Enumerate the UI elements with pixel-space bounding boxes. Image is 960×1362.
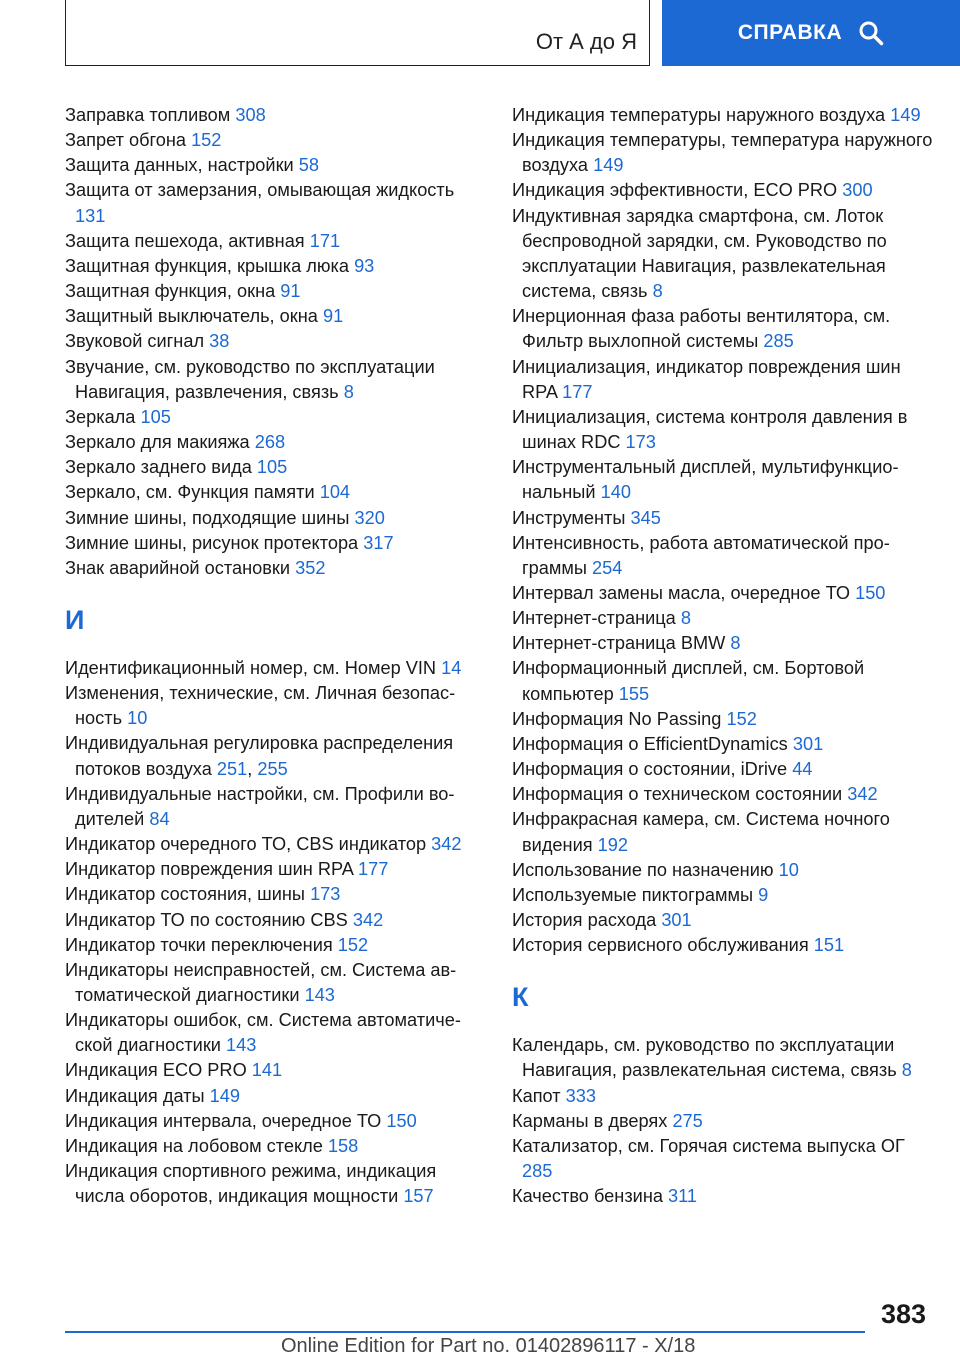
page-link[interactable]: 333 xyxy=(565,1085,597,1106)
index-entry-text: Индикация эффективности, ECO PRO xyxy=(512,180,838,201)
index-entry-text: Защита от замерзания, омывающая жидкость xyxy=(65,180,455,201)
index-entry xyxy=(512,1134,937,1184)
index-entry xyxy=(65,782,485,832)
index-entry-text: Защита данных, настройки xyxy=(65,155,294,176)
index-entry-text: Капот xyxy=(512,1085,561,1106)
page-link[interactable]: 285 xyxy=(763,331,794,352)
page-link[interactable]: 91 xyxy=(322,306,344,327)
index-entry xyxy=(65,279,485,304)
index-entry xyxy=(65,103,485,128)
index-entry-text: Индикация температуры, температура наружного воздуха xyxy=(512,130,933,176)
index-entry xyxy=(65,531,485,556)
index-entry xyxy=(512,128,937,178)
page-number: 383 xyxy=(880,1299,926,1329)
page-link[interactable]: 342 xyxy=(431,834,462,855)
index-entry xyxy=(512,757,937,782)
index-entry-text: Индуктивная зарядка смартфона, см. Лоток беспроводной зарядки, см. Руководство по эксплуатации Навигация, развлекательная система, связь xyxy=(512,205,887,302)
index-entry xyxy=(65,455,485,480)
page-link[interactable]: 152 xyxy=(191,130,222,151)
index-entry xyxy=(65,229,485,254)
page-link[interactable]: 8 xyxy=(680,608,691,629)
page-link[interactable]: 301 xyxy=(792,733,824,754)
index-entry xyxy=(65,254,485,279)
footer-edition-text: Online Edition for Part no. 01402896117 - X/18 xyxy=(281,1335,696,1357)
index-entry-text: Индикатор состояния, шины xyxy=(65,884,305,905)
index-entry xyxy=(512,531,937,581)
section-header-box xyxy=(65,0,650,66)
index-entry-text: История расхода xyxy=(512,910,657,930)
index-entry-text: Карманы в дверях xyxy=(512,1110,668,1131)
index-entry-text: Зимние шины, рисунок протектора xyxy=(65,532,359,553)
page-link[interactable]: 8 xyxy=(730,633,741,654)
index-entry-text: Информация о техническом состоянии xyxy=(512,784,843,805)
help-search-button[interactable] xyxy=(662,0,960,66)
index-entry-text: Защитная функция, окна xyxy=(65,281,276,302)
index-entry xyxy=(512,1084,937,1109)
index-entry xyxy=(65,430,485,455)
page-link[interactable]: 192 xyxy=(597,834,629,855)
index-entry-text: Знак аварийной остановки xyxy=(65,557,291,578)
index-entry xyxy=(512,1033,937,1083)
page-link[interactable]: 268 xyxy=(254,432,286,453)
index-entry-text: Индикатор очередного ТО, CBS индикатор xyxy=(65,834,427,855)
index-entry-text: Звучание, см. руководство по эксплуатации Навигация, развлечения, связь xyxy=(65,356,435,402)
index-entry-text: Инфракрасная камера, см. Система ночного видения xyxy=(512,809,890,855)
index-entry xyxy=(65,958,485,1008)
index-entry-text: Изменения, технические, см. Личная безопасность xyxy=(65,683,456,729)
index-entry-text: Индикатор ТО по состоянию CBS xyxy=(65,909,348,930)
page-link[interactable]: 14 xyxy=(441,657,462,678)
page-link[interactable]: 104 xyxy=(319,482,351,503)
footer-divider xyxy=(65,1331,865,1333)
index-entry-text: Индикация температуры наружного воздуха xyxy=(512,105,886,125)
page-link[interactable]: 152 xyxy=(337,934,369,955)
page-link[interactable]: 9 xyxy=(758,884,769,905)
index-entry-text: Интернет-страница xyxy=(512,608,676,629)
index-entry-text: Интенсивность, работа автоматической программы xyxy=(512,532,890,578)
index-entry-text: Защитный выключатель, окна xyxy=(65,306,318,327)
index-entry-text: Инерционная фаза работы вентилятора, см. Фильтр выхлопной системы xyxy=(512,306,891,352)
index-entry xyxy=(512,807,937,857)
index-entry-text: Календарь, см. руководство по эксплуатации Навигация, развлекательная система, связь xyxy=(512,1035,897,1081)
index-entry-text: Интернет-страница BMW xyxy=(512,633,726,654)
index-entry xyxy=(65,933,485,958)
index-entry xyxy=(512,103,937,128)
page-link[interactable]: 8 xyxy=(652,281,663,302)
index-entry xyxy=(65,556,485,581)
page-link[interactable]: 84 xyxy=(149,808,170,829)
index-entry xyxy=(512,178,937,203)
page-link[interactable]: 151 xyxy=(813,935,845,956)
page-link[interactable]: 10 xyxy=(778,859,799,880)
index-entry xyxy=(512,606,937,631)
page-link[interactable]: 301 xyxy=(661,910,692,930)
index-entry-text: Индикаторы ошибок, см. Система автоматической диагностики xyxy=(65,1010,461,1056)
index-entry-text: Качество бензина xyxy=(512,1186,663,1207)
index-entry-text: Защитная функция, крышка люка xyxy=(65,255,349,276)
page-link[interactable]: 255 xyxy=(257,758,288,779)
page-link[interactable]: 300 xyxy=(842,180,873,201)
index-entry xyxy=(512,933,937,958)
index-entry xyxy=(512,581,937,606)
index-entry xyxy=(512,732,937,757)
index-entry xyxy=(65,355,485,405)
page-link[interactable]: 143 xyxy=(304,985,335,1005)
index-entry xyxy=(65,153,485,178)
index-entry xyxy=(512,405,937,455)
index-entry xyxy=(65,506,485,531)
index-entry-text: Катализатор, см. Горячая система выпуска ОГ xyxy=(512,1135,905,1156)
index-entry xyxy=(512,858,937,883)
index-entry-text: Защита пешехода, активная xyxy=(65,230,305,251)
section-title: От А до Я xyxy=(535,29,637,54)
page-link[interactable]: 254 xyxy=(592,557,623,578)
page-link[interactable]: 352 xyxy=(295,557,326,578)
index-entry xyxy=(512,883,937,908)
page-link[interactable]: 311 xyxy=(668,1186,698,1207)
index-entry xyxy=(65,1084,485,1109)
index-entry xyxy=(65,908,485,933)
index-entry-text: Используемые пиктограммы xyxy=(512,884,754,905)
page-link[interactable]: 141 xyxy=(251,1060,283,1081)
page-link[interactable]: 44 xyxy=(792,759,813,780)
page-link[interactable]: 149 xyxy=(593,155,624,176)
page-link[interactable]: 173 xyxy=(625,432,656,453)
index-entry-text: Индикация спортивного режима, индикация числа оборотов, индикация мощности xyxy=(65,1161,437,1207)
index-entry-text: Интервал замены масла, очередное ТО xyxy=(512,582,851,603)
index-entry-text: Индикация интервала, очередное ТО xyxy=(65,1110,382,1131)
index-entry xyxy=(65,480,485,505)
index-entry xyxy=(65,1134,485,1159)
index-column-right xyxy=(512,103,937,1209)
index-entry xyxy=(65,128,485,153)
help-button-label: СПРАВКА xyxy=(737,21,843,44)
page-link[interactable]: 105 xyxy=(256,457,288,478)
page-link[interactable]: 171 xyxy=(309,230,341,251)
page-link[interactable]: 275 xyxy=(672,1110,703,1131)
page-link[interactable]: 285 xyxy=(522,1161,553,1182)
index-entry xyxy=(65,405,485,430)
page-link[interactable]: 143 xyxy=(226,1035,257,1056)
index-entry xyxy=(65,1008,485,1058)
page-link[interactable]: 152 xyxy=(726,708,757,729)
index-entry xyxy=(512,707,937,732)
index-entry-text: Информация No Passing xyxy=(512,708,722,729)
index-entry xyxy=(65,882,485,907)
index-entry xyxy=(65,832,485,857)
page-link[interactable]: 8 xyxy=(343,381,354,402)
index-entry-text: Индикатор точки переключения xyxy=(65,934,333,955)
page-link[interactable]: 105 xyxy=(140,406,171,427)
page-link[interactable]: 149 xyxy=(890,105,921,125)
index-entry xyxy=(512,782,937,807)
index-entry-text: Инициализация, индикатор повреждения шин RPA xyxy=(512,356,901,402)
index-entry-text: Инициализация, система контроля давления в шинах RDC xyxy=(512,406,908,453)
page-link[interactable]: 177 xyxy=(357,859,389,880)
search-icon xyxy=(858,20,884,46)
index-entry-text: Зимние шины, подходящие шины xyxy=(65,507,350,528)
index-entry xyxy=(512,455,937,505)
page-link[interactable]: 8 xyxy=(901,1060,912,1081)
index-entry-text: Звуковой сигнал xyxy=(65,331,205,352)
page-link[interactable]: 58 xyxy=(298,155,319,176)
index-entry-text: Запрет обгона xyxy=(65,130,186,151)
index-letter-heading: И xyxy=(65,604,85,635)
index-entry xyxy=(512,908,937,933)
page-link[interactable]: 150 xyxy=(386,1110,417,1131)
page-link[interactable]: 155 xyxy=(618,683,650,704)
index-letter-heading: К xyxy=(512,982,529,1013)
index-entry xyxy=(65,681,485,731)
index-entry xyxy=(65,178,485,228)
page-link[interactable]: 131 xyxy=(75,205,106,226)
index-entry-text: Индивидуальная регулировка распределения потоков воздуха xyxy=(65,733,454,779)
index-entry-text: Индикация ECO PRO xyxy=(65,1060,247,1081)
index-entry xyxy=(65,857,485,882)
index-entry xyxy=(65,1058,485,1083)
index-entry xyxy=(512,506,937,531)
index-entry-text: Инструменты xyxy=(512,507,626,528)
index-entry xyxy=(512,304,937,354)
page-link[interactable]: 93 xyxy=(354,255,375,276)
index-entry xyxy=(65,304,485,329)
index-entry-text: Зеркало для макияжа xyxy=(65,432,250,453)
index-entry-text: Индикация на лобовом стекле xyxy=(65,1135,323,1156)
index-entry xyxy=(65,656,485,681)
page-link[interactable]: 91 xyxy=(280,281,301,302)
index-entry-text: Использование по назначению xyxy=(512,859,774,880)
page-link[interactable]: 10 xyxy=(127,708,148,729)
index-entry xyxy=(65,329,485,354)
index-entry-text: Индивидуальные настройки, см. Профили водителей xyxy=(65,783,455,829)
index-entry-text: Индикаторы неисправностей, см. Система автоматической диагностики xyxy=(65,959,457,1005)
page-link[interactable]: 342 xyxy=(352,909,384,930)
index-entry xyxy=(512,656,937,706)
index-entry-text: Зеркала xyxy=(65,406,136,427)
index-entry xyxy=(512,355,937,405)
index-entry-text: Идентификационный номер, см. Номер VIN xyxy=(65,657,437,678)
page-link[interactable]: 342 xyxy=(847,784,878,805)
index-entry-text: Информация о EfficientDynamics xyxy=(512,733,788,754)
page-link[interactable]: 140 xyxy=(600,482,631,503)
index-entry: Индивидуальная регулировка распределения потоков воздуха 251, 255 xyxy=(65,733,454,779)
index-entry-text: Индикация даты xyxy=(65,1085,205,1106)
index-entry xyxy=(512,631,937,656)
page-link[interactable]: 157 xyxy=(403,1186,434,1207)
index-entry-text: Информационный дисплей, см. Бортовой компьютер xyxy=(512,658,865,704)
page-link[interactable]: 158 xyxy=(327,1135,359,1156)
page-link[interactable]: 308 xyxy=(235,105,266,125)
page-link[interactable]: 317 xyxy=(363,532,394,553)
page-link[interactable]: 345 xyxy=(630,507,661,528)
page-link[interactable]: 150 xyxy=(855,582,886,603)
index-entry-text: Заправка топливом xyxy=(65,105,231,125)
page-link[interactable]: 149 xyxy=(209,1085,240,1106)
index-entry xyxy=(512,204,937,305)
index-entry-text: Индикатор повреждения шин RPA xyxy=(65,859,353,880)
index-entry-text: Зеркало заднего вида xyxy=(65,457,252,478)
page-link[interactable]: 173 xyxy=(310,884,341,905)
index-entry xyxy=(512,1184,937,1209)
page-link[interactable]: 38 xyxy=(209,331,230,352)
page-link[interactable]: 251 xyxy=(216,758,248,779)
index-entry xyxy=(512,1109,937,1134)
index-column-left xyxy=(65,103,485,1209)
index-entry-text: Зеркало, см. Функция памяти xyxy=(65,482,315,503)
index-entry-text: Информация о состоянии, iDrive xyxy=(512,759,788,780)
page-link[interactable]: 177 xyxy=(562,381,593,402)
index-entry-text: Инструментальный дисплей, мультифункциональный xyxy=(512,457,899,503)
page-link[interactable]: 320 xyxy=(354,507,385,528)
index-entry-text: История сервисного обслуживания xyxy=(512,935,809,956)
index-entry xyxy=(65,1159,485,1209)
index-entry xyxy=(65,1109,485,1134)
